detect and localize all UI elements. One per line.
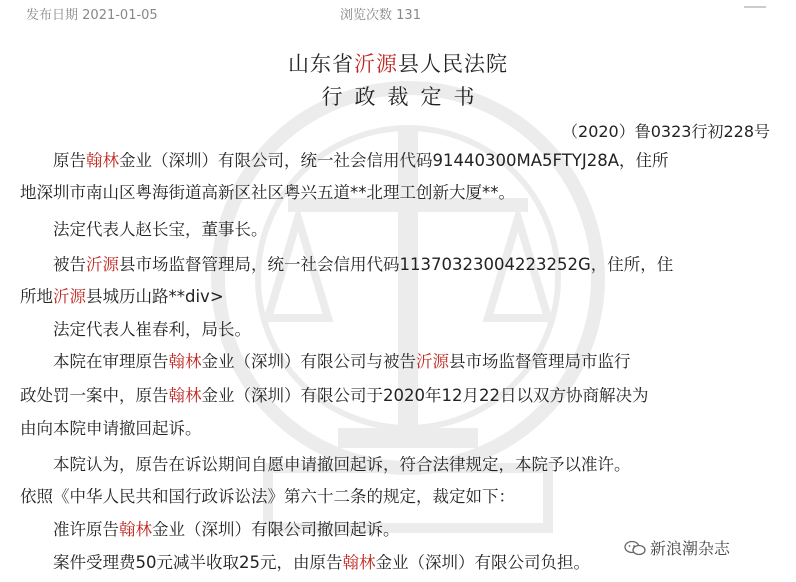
plaintiff-line-1: 原告翰林金业（深圳）有限公司，统一社会信用代码91440300MA5FTYJ28A，住所 xyxy=(53,151,669,170)
wechat-icon xyxy=(624,540,646,556)
view-count-label: 浏览次数 xyxy=(340,8,393,23)
publish-date-label: 发布日期 xyxy=(26,8,79,23)
publish-date-value: 2021-01-05 xyxy=(82,8,158,23)
defendant-line-1: 被告沂源县市场监督管理局，统一社会信用代码11370323004223252G，住所，住 xyxy=(53,255,674,274)
case-fact-line-2: 政处罚一案中，原告翰林金业（深圳）有限公司于2020年12月22日以双方协商解决为 xyxy=(20,386,649,405)
court-opinion-line-1: 本院认为，原告在诉讼期间自愿申请撤回起诉，符合法律规定，本院予以准许。 xyxy=(53,455,631,474)
ruling-fee: 案件受理费50元减半收取25元，由原告翰林金业（深圳）有限公司负担。 xyxy=(53,553,590,572)
defendant-representative: 法定代表人崔春利，局长。 xyxy=(53,320,251,339)
wechat-watermark xyxy=(620,536,734,559)
court-opinion-line-2: 依照《中华人民共和国行政诉讼法》第六十二条的规定，裁定如下： xyxy=(20,487,515,506)
view-count-value: 131 xyxy=(396,8,421,23)
watermark-text: 新浪潮杂志 xyxy=(650,539,731,558)
view-count xyxy=(340,4,421,23)
court-name-highlight: 沂源 xyxy=(354,52,398,76)
case-fact-line-1: 本院在审理原告翰林金业（深圳）有限公司与被告沂源县市场监督管理局市监行 xyxy=(53,352,631,371)
plaintiff-representative: 法定代表人赵长宝，董事长。 xyxy=(53,220,268,239)
defendant-line-2: 所地沂源县城历山路**div> xyxy=(20,287,224,306)
plaintiff-line-2: 地深圳市南山区粤海街道高新区社区粤兴五道**北理工创新大厦**。 xyxy=(20,183,515,202)
court-name xyxy=(0,48,796,78)
ruling-withdrawal: 准许原告翰林金业（深圳）有限公司撤回起诉。 xyxy=(53,520,400,539)
document-type: 行政裁定书 xyxy=(321,85,487,109)
case-number: （2020）鲁0323行初228号 xyxy=(562,122,770,141)
publish-date xyxy=(26,4,158,23)
corner-decoration xyxy=(744,0,766,8)
court-name-post: 县人民法院 xyxy=(398,52,508,76)
case-fact-line-3: 由向本院申请撤回起诉。 xyxy=(20,419,202,438)
court-name-pre: 山东省 xyxy=(288,52,354,76)
